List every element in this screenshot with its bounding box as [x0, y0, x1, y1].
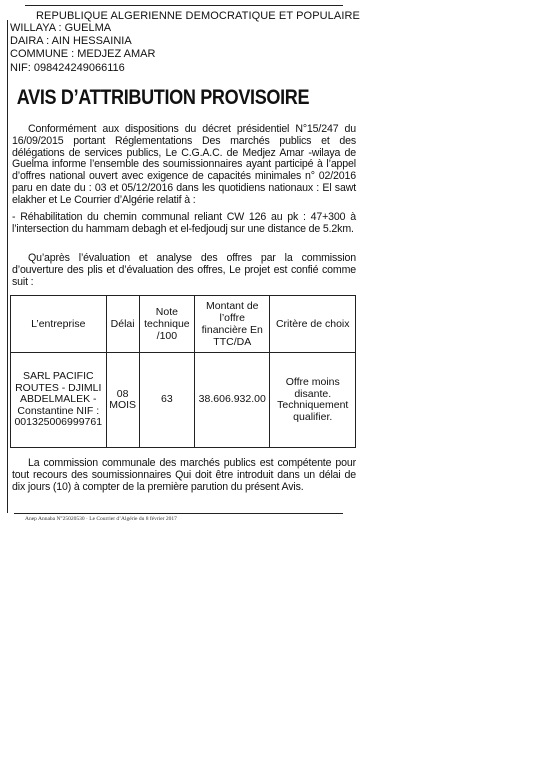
cell-score: 63: [139, 353, 194, 448]
commune-line: COMMUNE : MEDJEZ AMAR: [10, 48, 156, 60]
project-paragraph: [12, 212, 356, 236]
top-rule: [25, 5, 343, 6]
closing-text: La commission communale des marchés publics est compétente pour tout recours des soumissionnaires Qui doit être introduit dans un délai de dix jours (10) à compter de la première parution du présent Avis.: [12, 457, 356, 493]
results-table: [10, 295, 356, 448]
nif-line: NIF: 098424249066116: [10, 62, 125, 74]
willaya-line: WILLAYA : GUELMA: [10, 22, 112, 34]
republic-header: REPUBLIQUE ALGERIENNE DEMOCRATIQUE ET POPULAIRE: [36, 10, 360, 22]
cell-criteria: Offre moins disante. Techniquement qualifier.: [270, 353, 356, 448]
footer-credit: Anep Annaba N°25020530 · Le Courrier d’Algérie du 8 février 2017: [25, 516, 177, 522]
header-criteria: Critère de choix: [270, 296, 356, 353]
table-header-row: [11, 296, 356, 353]
cell-delay: 08 MOIS: [106, 353, 139, 448]
project-text: - Réhabilitation du chemin communal reliant CW 126 au pk : 47+300 à l’intersection du hammam debagh et el-fedjoudj sur une distance de 5.2km.: [12, 211, 356, 235]
bottom-rule: [14, 513, 343, 514]
evaluation-text: Qu’après l’évaluation et analyse des offres par la commission d’ouverture des plis et d’évaluation des offres, Le projet est confié comme suit :: [12, 252, 356, 288]
header-delay: Délai: [106, 296, 139, 353]
header-company: L’entreprise: [11, 296, 107, 353]
daira-line: DAIRA : AIN HESSAINIA: [10, 35, 132, 47]
intro-text: Conformément aux dispositions du décret présidentiel N°15/247 du 16/09/2015 portant Réglementations Des marchés publics et des délégations de services publics, Le C.G.A.C. de Medjez Amar -wilaya de Guelma informe l’ensemble des soumissionnaires ayant participé à l’appel d’offres national ouvert avec exigence de capacités minimales n° 02/2016 paru en date du : 03 et 05/12/2016 dans les quotidiens nationaux : El sawt elakher et Le Courrier d’Algérie relatif à :: [12, 123, 356, 206]
notice-title-wrap: [0, 86, 552, 110]
notice-title: AVIS D’ATTRIBUTION PROVISOIRE: [16, 86, 310, 109]
cell-amount: 38.606.932.00: [195, 353, 270, 448]
closing-paragraph: [12, 458, 356, 493]
evaluation-paragraph: [12, 253, 356, 288]
header-score: Note technique /100: [139, 296, 194, 353]
table-row: [11, 353, 356, 448]
intro-paragraph: [12, 124, 356, 207]
header-amount: Montant de l’offre financière En TTC/DA: [195, 296, 270, 353]
cell-company: SARL PACIFIC ROUTES - DJIMLI ABDELMALEK - Constantine NIF : 001325006999761: [11, 353, 107, 448]
